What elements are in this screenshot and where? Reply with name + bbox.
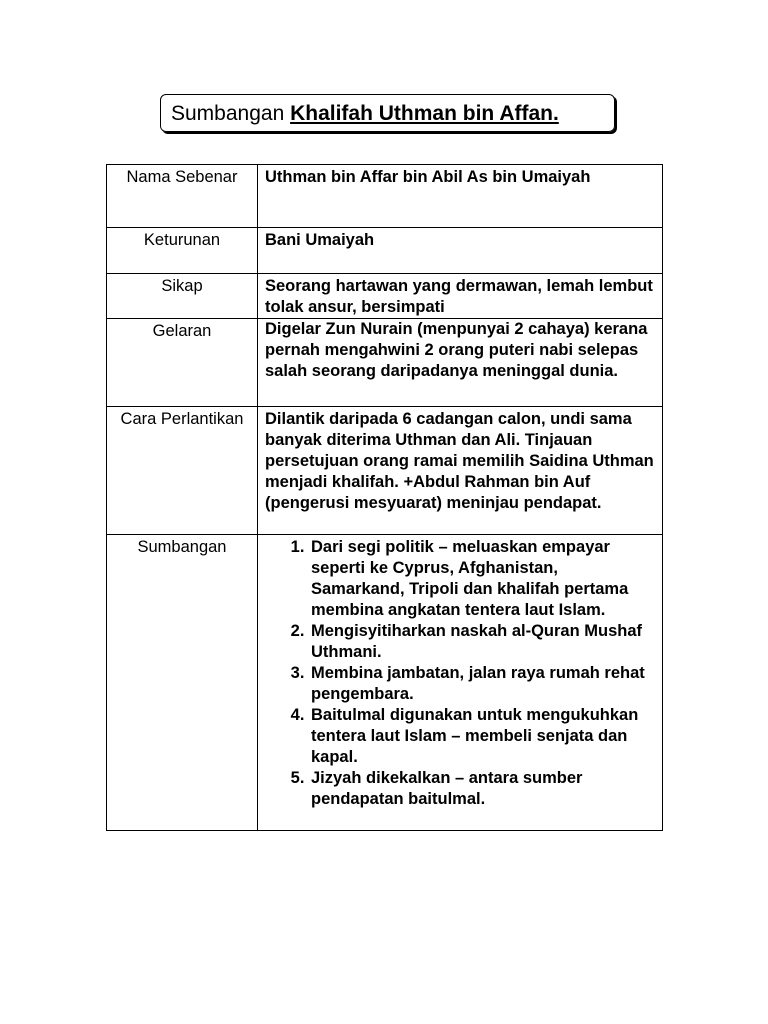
row-value-text: Bani Umaiyah	[265, 231, 375, 249]
row-label: Gelaran	[107, 319, 258, 407]
list-item: 1. Dari segi politik – meluaskan empayar seperti ke Cyprus, Afghanistan, Samarkand, Tripoli dan khalifah pertama membina angkatan tentera laut Islam.	[309, 537, 656, 621]
title-prefix: Sumbangan	[171, 102, 291, 125]
contributions-cell	[258, 535, 663, 831]
title-underlined: Khalifah Uthman bin Affan.	[290, 102, 559, 125]
row-value-text: Uthman bin Affar bin Abil As bin Umaiyah	[265, 168, 591, 186]
row-value-text: Digelar Zun Nurain (menpunyai 2 cahaya) kerana pernah mengahwini 2 orang puteri nabi selepas salah seorang daripadanya meninggal dunia.	[265, 320, 648, 380]
list-item: 5. Jizyah dikekalkan – antara sumber pendapatan baitulmal.	[309, 768, 656, 810]
row-label: Keturunan	[107, 228, 258, 274]
info-table	[106, 164, 663, 831]
contributions-list	[265, 535, 656, 810]
row-value	[258, 228, 663, 274]
row-label: Sumbangan	[107, 535, 258, 831]
row-value	[258, 274, 663, 319]
document-title	[160, 94, 615, 132]
list-item: 3. Membina jambatan, jalan raya rumah rehat pengembara.	[309, 663, 656, 705]
row-label: Nama Sebenar	[107, 165, 258, 228]
row-label: Sikap	[107, 274, 258, 319]
row-value	[258, 165, 663, 228]
list-item: 2. Mengisyitiharkan naskah al-Quran Mushaf Uthmani.	[309, 621, 656, 663]
row-value-text: Dilantik daripada 6 cadangan calon, undi sama banyak diterima Uthman dan Ali. Tinjauan persetujuan orang ramai memilih Saidina Uthman menjadi khalifah. +Abdul Rahman bin Auf (pengerusi mesyuarat) meninjau pendapat.	[265, 410, 654, 512]
table-row	[107, 535, 663, 831]
row-value	[258, 319, 663, 407]
table-row	[107, 228, 663, 274]
table-row	[107, 165, 663, 228]
list-item: 4. Baitulmal digunakan untuk mengukuhkan tentera laut Islam – membeli senjata dan kapal.	[309, 705, 656, 768]
table-row	[107, 407, 663, 535]
table-row	[107, 319, 663, 407]
row-value	[258, 407, 663, 535]
row-label: Cara Perlantikan	[107, 407, 258, 535]
table-row	[107, 274, 663, 319]
row-value-text: Seorang hartawan yang dermawan, lemah lembut tolak ansur, bersimpati	[265, 277, 653, 316]
